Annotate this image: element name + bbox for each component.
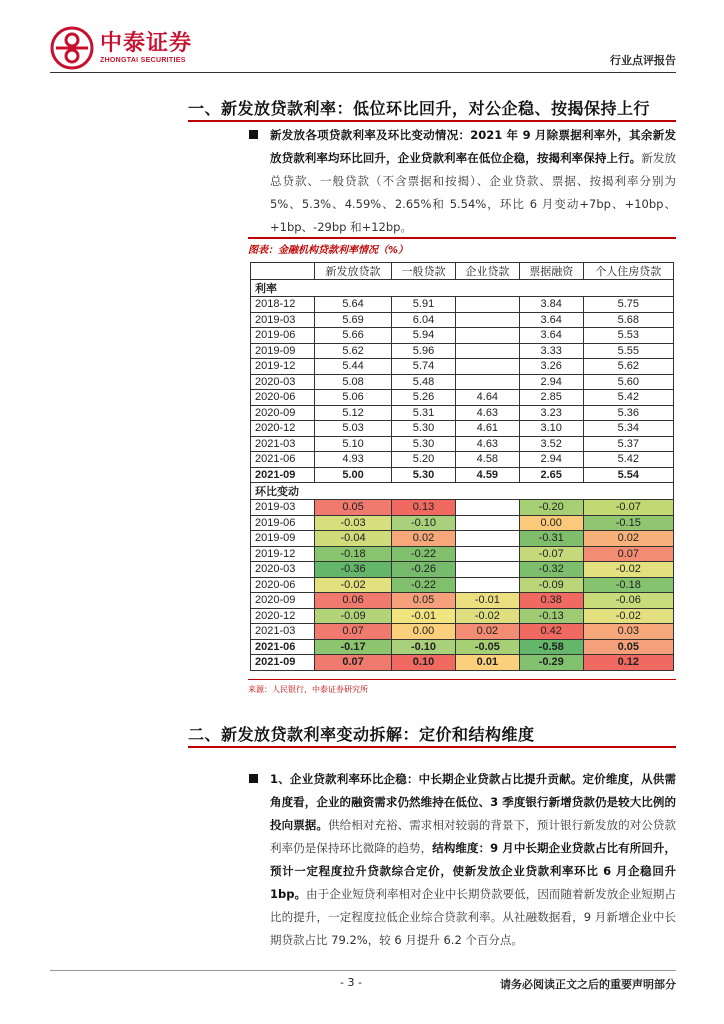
table-cell: 0.06 xyxy=(315,593,392,609)
table-cell: 5.30 xyxy=(392,436,456,452)
row-label: 2019-09 xyxy=(251,531,315,547)
table-cell: 5.12 xyxy=(315,405,392,421)
table-cell: 3.64 xyxy=(519,312,583,328)
row-label: 2021-06 xyxy=(251,452,315,468)
table-cell: 5.00 xyxy=(315,467,392,483)
table-cell: 5.37 xyxy=(583,436,673,452)
table-header-row xyxy=(251,263,674,280)
row-label: 2020-09 xyxy=(251,405,315,421)
group-spacer xyxy=(315,483,392,500)
table-cell: 5.36 xyxy=(583,405,673,421)
table-cell: 5.10 xyxy=(315,436,392,452)
row-label: 2020-12 xyxy=(251,608,315,624)
row-label: 2019-03 xyxy=(251,312,315,328)
table-cell: -0.10 xyxy=(392,639,456,655)
table-cell: 5.64 xyxy=(315,297,392,313)
table-cell: -0.09 xyxy=(519,577,583,593)
section1-normal-text: 新发放总贷款、一般贷款（不含票据和按揭）、企业贷款、票据、按揭利率分别为 5%、5.3%、4.59%、2.65%和 5.54%，环比 6 月变动+7bp、+10bp、+1bp、-29bp 和+12bp。 xyxy=(270,151,677,234)
table-row xyxy=(251,546,674,562)
table-cell: 0.00 xyxy=(392,624,456,640)
section2-normal-text-1: 供给相对充裕、需求相对较弱的背景下，预计银行新发放的对公贷款利率仍是保持环比微降的趋势， xyxy=(270,818,676,855)
table-cell: -0.06 xyxy=(583,593,673,609)
table-cell: 5.44 xyxy=(315,359,392,375)
table-cell: 3.33 xyxy=(519,343,583,359)
report-type: 行业点评报告 xyxy=(610,54,676,67)
table-cell xyxy=(455,359,519,375)
table-cell: 5.42 xyxy=(583,390,673,406)
column-header: 票据融资 xyxy=(519,263,583,280)
table-cell xyxy=(455,546,519,562)
table-cell: 0.13 xyxy=(392,500,456,516)
table-cell: -0.02 xyxy=(315,577,392,593)
table-cell: 5.68 xyxy=(583,312,673,328)
table-body xyxy=(251,280,674,671)
group-spacer xyxy=(392,280,456,297)
table-row xyxy=(251,624,674,640)
table-cell: 0.05 xyxy=(392,593,456,609)
table-cell: 5.96 xyxy=(392,343,456,359)
zhongtai-logo-icon xyxy=(50,26,94,70)
table-cell: 2.94 xyxy=(519,452,583,468)
table-row xyxy=(251,562,674,578)
table-cell: 5.03 xyxy=(315,421,392,437)
column-header: 一般贷款 xyxy=(392,263,456,280)
table-cell: -0.13 xyxy=(519,608,583,624)
table-cell: -0.02 xyxy=(583,608,673,624)
table-group-row xyxy=(251,280,674,297)
footer-disclaimer: 请务必阅读正文之后的重要声明部分 xyxy=(500,978,676,991)
table-row xyxy=(251,577,674,593)
table-cell: -0.15 xyxy=(583,515,673,531)
table-cell xyxy=(455,312,519,328)
row-label: 2019-06 xyxy=(251,328,315,344)
row-label: 2021-03 xyxy=(251,436,315,452)
table-cell: 0.10 xyxy=(392,655,456,671)
table-cell: 4.61 xyxy=(455,421,519,437)
table-cell: 5.31 xyxy=(392,405,456,421)
table-cell: -0.17 xyxy=(315,639,392,655)
table-cell: -0.31 xyxy=(519,531,583,547)
section1-rule xyxy=(188,120,676,122)
figure-title: 图表：金融机构贷款利率情况（%） xyxy=(248,245,409,256)
table-row xyxy=(251,452,674,468)
table-cell: 3.64 xyxy=(519,328,583,344)
table-cell xyxy=(455,577,519,593)
column-header: 企业贷款 xyxy=(455,263,519,280)
table-cell: 6.04 xyxy=(392,312,456,328)
table-row xyxy=(251,328,674,344)
table-cell: -0.04 xyxy=(315,531,392,547)
table-cell: 5.42 xyxy=(583,452,673,468)
table-cell: 5.30 xyxy=(392,467,456,483)
table-cell xyxy=(455,500,519,516)
table-cell: 5.74 xyxy=(392,359,456,375)
footer-divider xyxy=(50,970,676,971)
group-spacer xyxy=(583,483,673,500)
table-cell: 3.23 xyxy=(519,405,583,421)
row-label: 2020-09 xyxy=(251,593,315,609)
row-label: 2021-06 xyxy=(251,639,315,655)
table-cell: -0.05 xyxy=(455,639,519,655)
loan-rate-table xyxy=(250,262,674,671)
table-cell: 0.00 xyxy=(519,515,583,531)
table-row xyxy=(251,655,674,671)
table-cell: 5.06 xyxy=(315,390,392,406)
table-cell: 0.05 xyxy=(315,500,392,516)
table-cell: 5.62 xyxy=(583,359,673,375)
group-label: 利率 xyxy=(251,280,315,297)
table-cell xyxy=(455,343,519,359)
figure-source: 来源：人民银行，中泰证券研究所 xyxy=(248,685,368,694)
row-label: 2021-09 xyxy=(251,655,315,671)
table-cell: 3.10 xyxy=(519,421,583,437)
table-cell: 5.94 xyxy=(392,328,456,344)
table-cell: -0.32 xyxy=(519,562,583,578)
section2-paragraph xyxy=(270,768,676,952)
row-label: 2019-12 xyxy=(251,546,315,562)
column-header: 新发放贷款 xyxy=(315,263,392,280)
group-spacer xyxy=(455,280,519,297)
group-label: 环比变动 xyxy=(251,483,315,500)
table-cell xyxy=(455,562,519,578)
table-cell: -0.02 xyxy=(455,608,519,624)
section2-normal-text-2: 由于企业短贷利率相对企业中长期贷款要低，因而随着新发放企业短期占比的提升，一定程度拉低企业综合贷款利率。从社融数据看，9 月新增企业中长期贷款占比 79.2%，较 6 月提升 6.2 个百分点。 xyxy=(270,887,676,947)
table-row xyxy=(251,467,674,483)
table-cell xyxy=(455,374,519,390)
table-cell: 5.20 xyxy=(392,452,456,468)
section2-title: 二、新发放贷款利率变动拆解：定价和结构维度 xyxy=(188,725,535,744)
table-cell xyxy=(455,328,519,344)
table-cell: 5.34 xyxy=(583,421,673,437)
table-cell: 5.55 xyxy=(583,343,673,359)
table-row xyxy=(251,608,674,624)
header-divider xyxy=(50,72,676,73)
table-row xyxy=(251,531,674,547)
section1-title: 一、新发放贷款利率：低位环比回升，对公企稳、按揭保持上行 xyxy=(188,99,651,118)
table-cell: 4.59 xyxy=(455,467,519,483)
group-spacer xyxy=(315,280,392,297)
company-name-en: ZHONGTAI SECURITIES xyxy=(100,57,186,64)
table-cell: 5.62 xyxy=(315,343,392,359)
bullet-icon xyxy=(249,774,258,783)
table-cell: -0.26 xyxy=(392,562,456,578)
section2-bold-text-2: 结构维度：9 月中长期企业贷款占比有所回升，预计一定程度拉升贷款综合定价，使新发放企业贷款利率环比 6 月企稳回升 1bp。 xyxy=(270,841,676,901)
table-row xyxy=(251,297,674,313)
table-row xyxy=(251,593,674,609)
table-cell: -0.18 xyxy=(315,546,392,562)
table-row xyxy=(251,436,674,452)
table-cell: -0.58 xyxy=(519,639,583,655)
table-row xyxy=(251,515,674,531)
figure-bottom-rule xyxy=(248,679,676,680)
table-row xyxy=(251,343,674,359)
row-label: 2018-12 xyxy=(251,297,315,313)
table-cell: 4.93 xyxy=(315,452,392,468)
table-row xyxy=(251,639,674,655)
table-row xyxy=(251,421,674,437)
table-cell: 5.53 xyxy=(583,328,673,344)
table-cell: -0.20 xyxy=(519,500,583,516)
table-cell: 5.26 xyxy=(392,390,456,406)
row-label: 2019-12 xyxy=(251,359,315,375)
table-cell: -0.22 xyxy=(392,546,456,562)
table-cell: 2.94 xyxy=(519,374,583,390)
table-cell: 5.30 xyxy=(392,421,456,437)
group-spacer xyxy=(392,483,456,500)
table-group-row xyxy=(251,483,674,500)
bullet-icon xyxy=(249,130,258,139)
table-cell: 0.38 xyxy=(519,593,583,609)
table-cell: -0.02 xyxy=(583,562,673,578)
company-logo xyxy=(50,24,192,72)
table-row xyxy=(251,405,674,421)
table-row xyxy=(251,390,674,406)
table-cell: -0.01 xyxy=(455,593,519,609)
table-cell: 5.48 xyxy=(392,374,456,390)
figure-top-rule xyxy=(248,237,676,239)
table-cell xyxy=(455,297,519,313)
column-header xyxy=(251,263,315,280)
table-cell: 4.58 xyxy=(455,452,519,468)
table-cell: 0.42 xyxy=(519,624,583,640)
table-cell: 5.60 xyxy=(583,374,673,390)
table-row xyxy=(251,359,674,375)
table-cell: 0.02 xyxy=(455,624,519,640)
group-spacer xyxy=(519,483,583,500)
row-label: 2020-03 xyxy=(251,374,315,390)
table-cell: -0.09 xyxy=(315,608,392,624)
table-cell: 3.26 xyxy=(519,359,583,375)
table-cell: 4.63 xyxy=(455,405,519,421)
table-cell: 4.63 xyxy=(455,436,519,452)
table-cell: -0.22 xyxy=(392,577,456,593)
table-cell: 0.07 xyxy=(583,546,673,562)
company-name-cn: 中泰证券 xyxy=(100,31,193,56)
table-cell: 0.02 xyxy=(392,531,456,547)
section2-rule xyxy=(188,746,676,748)
table-cell: -0.29 xyxy=(519,655,583,671)
table-cell: -0.07 xyxy=(583,500,673,516)
table-cell: 5.66 xyxy=(315,328,392,344)
page-number: - 3 - xyxy=(340,976,362,989)
row-label: 2021-03 xyxy=(251,624,315,640)
row-label: 2020-12 xyxy=(251,421,315,437)
table-row xyxy=(251,374,674,390)
table-cell: 2.85 xyxy=(519,390,583,406)
table-cell: 0.05 xyxy=(583,639,673,655)
table-row xyxy=(251,500,674,516)
table-cell: 5.75 xyxy=(583,297,673,313)
table-cell: 5.91 xyxy=(392,297,456,313)
section2-bold-text-1: 1、企业贷款利率环比企稳：中长期企业贷款占比提升贡献。定价维度，从供需角度看，企业的融资需求仍然维持在低位、3 季度银行新增贷款仍是较大比例的投向票据。 xyxy=(270,772,676,832)
table-cell: -0.07 xyxy=(519,546,583,562)
row-label: 2020-03 xyxy=(251,562,315,578)
table-cell: 2.65 xyxy=(519,467,583,483)
section1-paragraph xyxy=(270,124,676,239)
table-cell: 0.12 xyxy=(583,655,673,671)
table-cell: 4.64 xyxy=(455,390,519,406)
table-cell: -0.01 xyxy=(392,608,456,624)
table-cell: -0.03 xyxy=(315,515,392,531)
table-cell: 3.84 xyxy=(519,297,583,313)
row-label: 2020-06 xyxy=(251,390,315,406)
row-label: 2019-06 xyxy=(251,515,315,531)
column-header: 个人住房贷款 xyxy=(583,263,673,280)
table-cell: 3.52 xyxy=(519,436,583,452)
row-label: 2020-06 xyxy=(251,577,315,593)
row-label: 2019-03 xyxy=(251,500,315,516)
table-cell: 0.02 xyxy=(583,531,673,547)
table-cell: -0.10 xyxy=(392,515,456,531)
table-cell: 5.08 xyxy=(315,374,392,390)
row-label: 2021-09 xyxy=(251,467,315,483)
table-cell: -0.36 xyxy=(315,562,392,578)
table-cell xyxy=(455,515,519,531)
group-spacer xyxy=(519,280,583,297)
table-cell xyxy=(455,531,519,547)
table-row xyxy=(251,312,674,328)
group-spacer xyxy=(455,483,519,500)
section1-bold-text: 新发放各项贷款利率及环比变动情况：2021 年 9 月除票据利率外，其余新发放贷款利率均环比回升，企业贷款利率在低位企稳，按揭利率保持上行。 xyxy=(270,128,676,165)
table-cell: 0.07 xyxy=(315,655,392,671)
table-cell: 5.69 xyxy=(315,312,392,328)
group-spacer xyxy=(583,280,673,297)
table-cell: 0.03 xyxy=(583,624,673,640)
table-cell: 0.07 xyxy=(315,624,392,640)
table-cell: 0.01 xyxy=(455,655,519,671)
row-label: 2019-09 xyxy=(251,343,315,359)
table-cell: 5.54 xyxy=(583,467,673,483)
table-cell: -0.18 xyxy=(583,577,673,593)
